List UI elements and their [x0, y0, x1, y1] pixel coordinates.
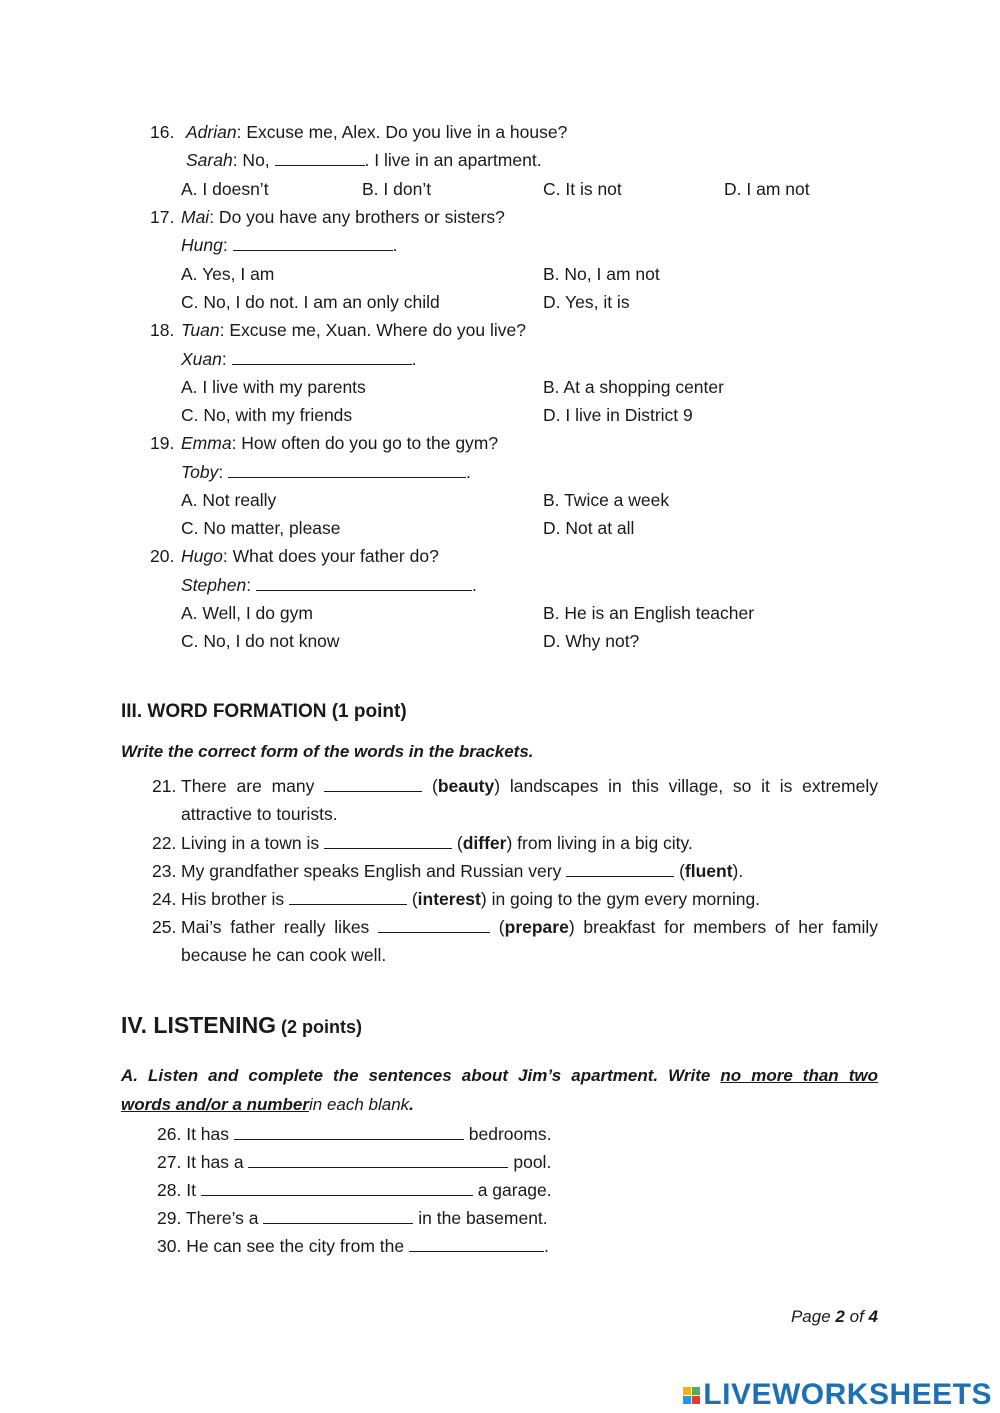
option-a[interactable]: A. Well, I do gym: [181, 603, 313, 623]
word-formation-item-25: 25. Mai’s father really likes (prepare) breakfast for members of her family because he can cook well.: [152, 917, 878, 965]
answer-blank[interactable]: [233, 236, 393, 251]
option-d[interactable]: D. Yes, it is: [543, 292, 630, 312]
section-title-word-formation: III. WORD FORMATION (1 point): [121, 701, 407, 722]
option-d[interactable]: D. I am not: [724, 179, 810, 199]
listening-instruction: A. Listen and complete the sentences about Jim’s apartment. Write no more than two words and/or a numberin each blank.: [121, 1066, 878, 1114]
answer-blank[interactable]: [289, 890, 407, 905]
question-line-1: Adrian: Excuse me, Alex. Do you live in a house?: [186, 122, 568, 142]
answer-blank[interactable]: [228, 463, 466, 478]
question-line-1: Mai: Do you have any brothers or sisters?: [181, 207, 505, 227]
question-line-2: Hung: .: [181, 235, 398, 255]
answer-blank[interactable]: [232, 350, 412, 365]
answer-blank[interactable]: [234, 1125, 464, 1140]
section-title-listening: IV. LISTENING (2 points): [121, 1012, 362, 1038]
question-line-1: Emma: How often do you go to the gym?: [181, 433, 499, 453]
option-c[interactable]: C. No, with my friends: [181, 405, 353, 425]
section-instruction: Write the correct form of the words in the brackets.: [121, 742, 534, 761]
option-c[interactable]: C. It is not: [543, 179, 622, 199]
answer-blank[interactable]: [256, 576, 472, 591]
answer-blank[interactable]: [248, 1153, 508, 1168]
question-number: 20.: [150, 546, 175, 566]
option-a[interactable]: A. Yes, I am: [181, 264, 275, 284]
liveworksheets-logo-text: LIVEWORKSHEETS: [703, 1378, 992, 1411]
answer-blank[interactable]: [263, 1209, 413, 1224]
option-a[interactable]: A. I live with my parents: [181, 377, 366, 397]
option-d[interactable]: D. Why not?: [543, 631, 640, 651]
option-b[interactable]: B. At a shopping center: [543, 377, 724, 397]
question-number: 17.: [150, 207, 175, 227]
listening-item-30: 30. He can see the city from the .: [157, 1236, 549, 1256]
listening-item-26: 26. It has bedrooms.: [157, 1124, 552, 1144]
word-formation-item-21: 21. There are many (beauty) landscapes in this village, so it is extremely attractive to tourists.: [152, 776, 878, 824]
option-c[interactable]: C. No, I do not. I am an only child: [181, 292, 440, 312]
answer-blank[interactable]: [324, 777, 422, 792]
liveworksheets-logo: [683, 1378, 992, 1412]
question-line-2: Sarah: No, . I live in an apartment.: [186, 150, 542, 170]
question-number: 19.: [150, 433, 175, 453]
answer-blank[interactable]: [409, 1237, 544, 1252]
word-formation-item-22: 22. Living in a town is (differ) from living in a big city.: [152, 833, 693, 853]
answer-blank[interactable]: [201, 1181, 473, 1196]
listening-item-27: 27. It has a pool.: [157, 1152, 552, 1172]
option-d[interactable]: D. Not at all: [543, 518, 635, 538]
option-b[interactable]: B. Twice a week: [543, 490, 670, 510]
question-line-2: Stephen: .: [181, 575, 477, 595]
question-line-1: Tuan: Excuse me, Xuan. Where do you live?: [181, 320, 526, 340]
question-line-2: Xuan: .: [181, 349, 417, 369]
listening-item-28: 28. It a garage.: [157, 1180, 552, 1200]
answer-blank[interactable]: [324, 834, 452, 849]
answer-blank[interactable]: [275, 151, 365, 166]
option-d[interactable]: D. I live in District 9: [543, 405, 693, 425]
option-b[interactable]: B. No, I am not: [543, 264, 660, 284]
liveworksheets-logo-icon: [683, 1387, 700, 1404]
question-line-1: Hugo: What does your father do?: [181, 546, 439, 566]
listening-item-29: 29. There’s a in the basement.: [157, 1208, 548, 1228]
answer-blank[interactable]: [378, 918, 490, 933]
option-a[interactable]: A. Not really: [181, 490, 277, 510]
question-number: 18.: [150, 320, 175, 340]
word-formation-item-23: 23. My grandfather speaks English and Russian very (fluent).: [152, 861, 744, 881]
question-number: 16.: [150, 122, 175, 142]
answer-blank[interactable]: [566, 862, 674, 877]
option-c[interactable]: C. No matter, please: [181, 518, 341, 538]
option-b[interactable]: B. He is an English teacher: [543, 603, 755, 623]
question-line-2: Toby: .: [181, 462, 471, 482]
page-number: Page 2 of 4: [790, 1307, 878, 1326]
option-b[interactable]: B. I don’t: [362, 179, 432, 199]
word-formation-item-24: 24. His brother is (interest) in going to the gym every morning.: [152, 889, 761, 909]
option-a[interactable]: A. I doesn’t: [181, 179, 269, 199]
option-c[interactable]: C. No, I do not know: [181, 631, 340, 651]
